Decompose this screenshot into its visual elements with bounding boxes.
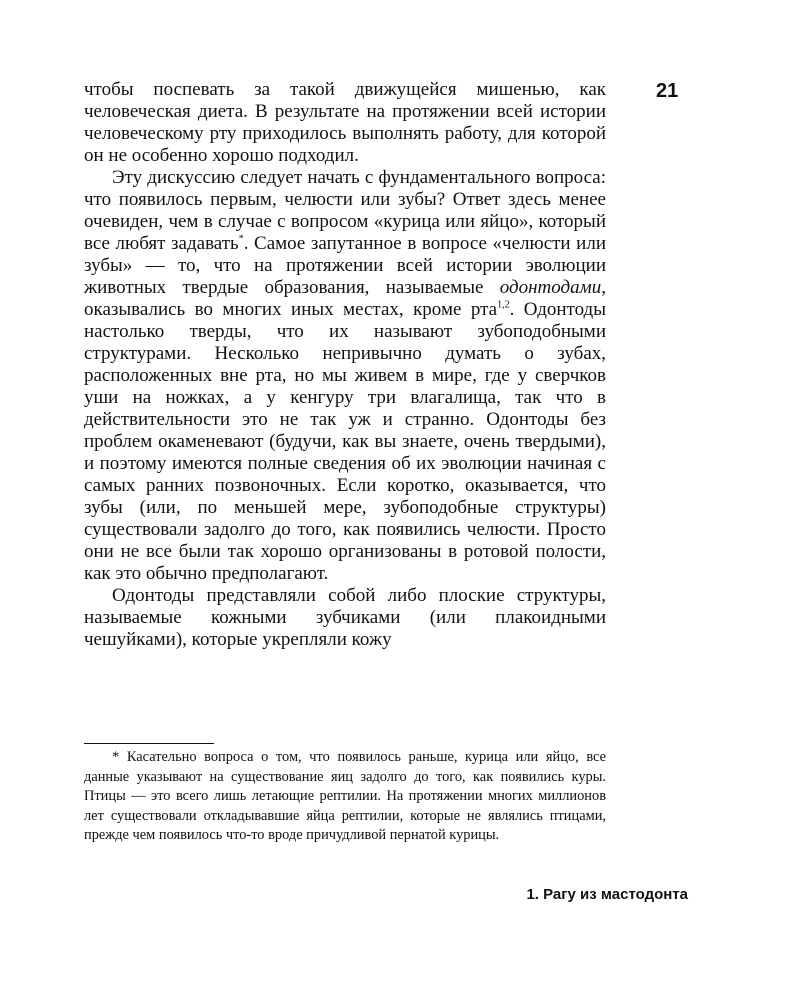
paragraph-2-part-c: , оказывались во многих иных местах, кроме рта	[84, 277, 606, 320]
citation-reference[interactable]: 1,2	[497, 299, 510, 311]
paragraph-3: Одонтоды представляли собой либо плоские структуры, называемые кожными зубчиками (или плакоидными чешуйками), которые укрепляли кожу	[84, 585, 606, 650]
paragraph-1: чтобы поспевать за такой движущейся мишенью, как человеческая диета. В результате на протяжении всей истории человеческому рту приходилось выполнять работу, для которой он не особенно хорошо подходил.	[84, 79, 606, 166]
page-number: 21	[656, 80, 679, 102]
footnote-text: Касательно вопроса о том, что появилось раньше, курица или яйцо, все данные указывают на существование яиц задолго до того, как появились куры. Птицы — это всего лишь летающие рептилии. На протяжении многих миллионов лет существовали откладывавшие яйца рептилии, которые не являлись птицами, прежде чем появилось что-то вроде причудливой пернатой курицы.	[84, 749, 606, 843]
paragraph-2-part-b: . Самое запутанное в вопросе «челюсти или зубы» — то, что на протяжении всей истории эволюции животных твердые образования, называемые	[84, 233, 606, 298]
footnote-marker: *	[112, 749, 120, 765]
footnote	[84, 748, 606, 846]
footnote-divider	[84, 743, 214, 744]
term-odontodes: одонтодами	[499, 277, 602, 298]
paragraph-2-part-a: Эту дискуссию следует начать с фундаментального вопроса: что появилось первым, челюсти или зубы? Ответ здесь менее очевиден, чем в случае с вопросом «курица или яйцо», который все любят задавать	[84, 167, 606, 254]
main-text	[84, 79, 606, 651]
footnote-reference[interactable]: *	[238, 233, 244, 245]
running-footer: 1. Рагу из мастодонта	[526, 886, 688, 903]
paragraph-2-part-d: . Одонтоды настолько тверды, что их называют зубоподобными структурами. Несколько непривычно думать о зубах, расположенных вне рта, но мы живем в мире, где у сверчков уши на ножках, а у кенгуру три влагалища, так что в действительности это не так уж и странно. Одонтоды без проблем окаменевают (будучи, как вы знаете, очень твердыми), и поэтому имеются полные сведения об их эволюции начиная с самых ранних позвоночных. Если коротко, оказывается, что зубы (или, по меньшей мере, зубоподобные структуры) существовали задолго до того, как появились челюсти. Просто они не все были так хорошо организованы в ротовой полости, как это обычно предполагают.	[84, 299, 606, 584]
paragraph-2	[84, 167, 606, 585]
